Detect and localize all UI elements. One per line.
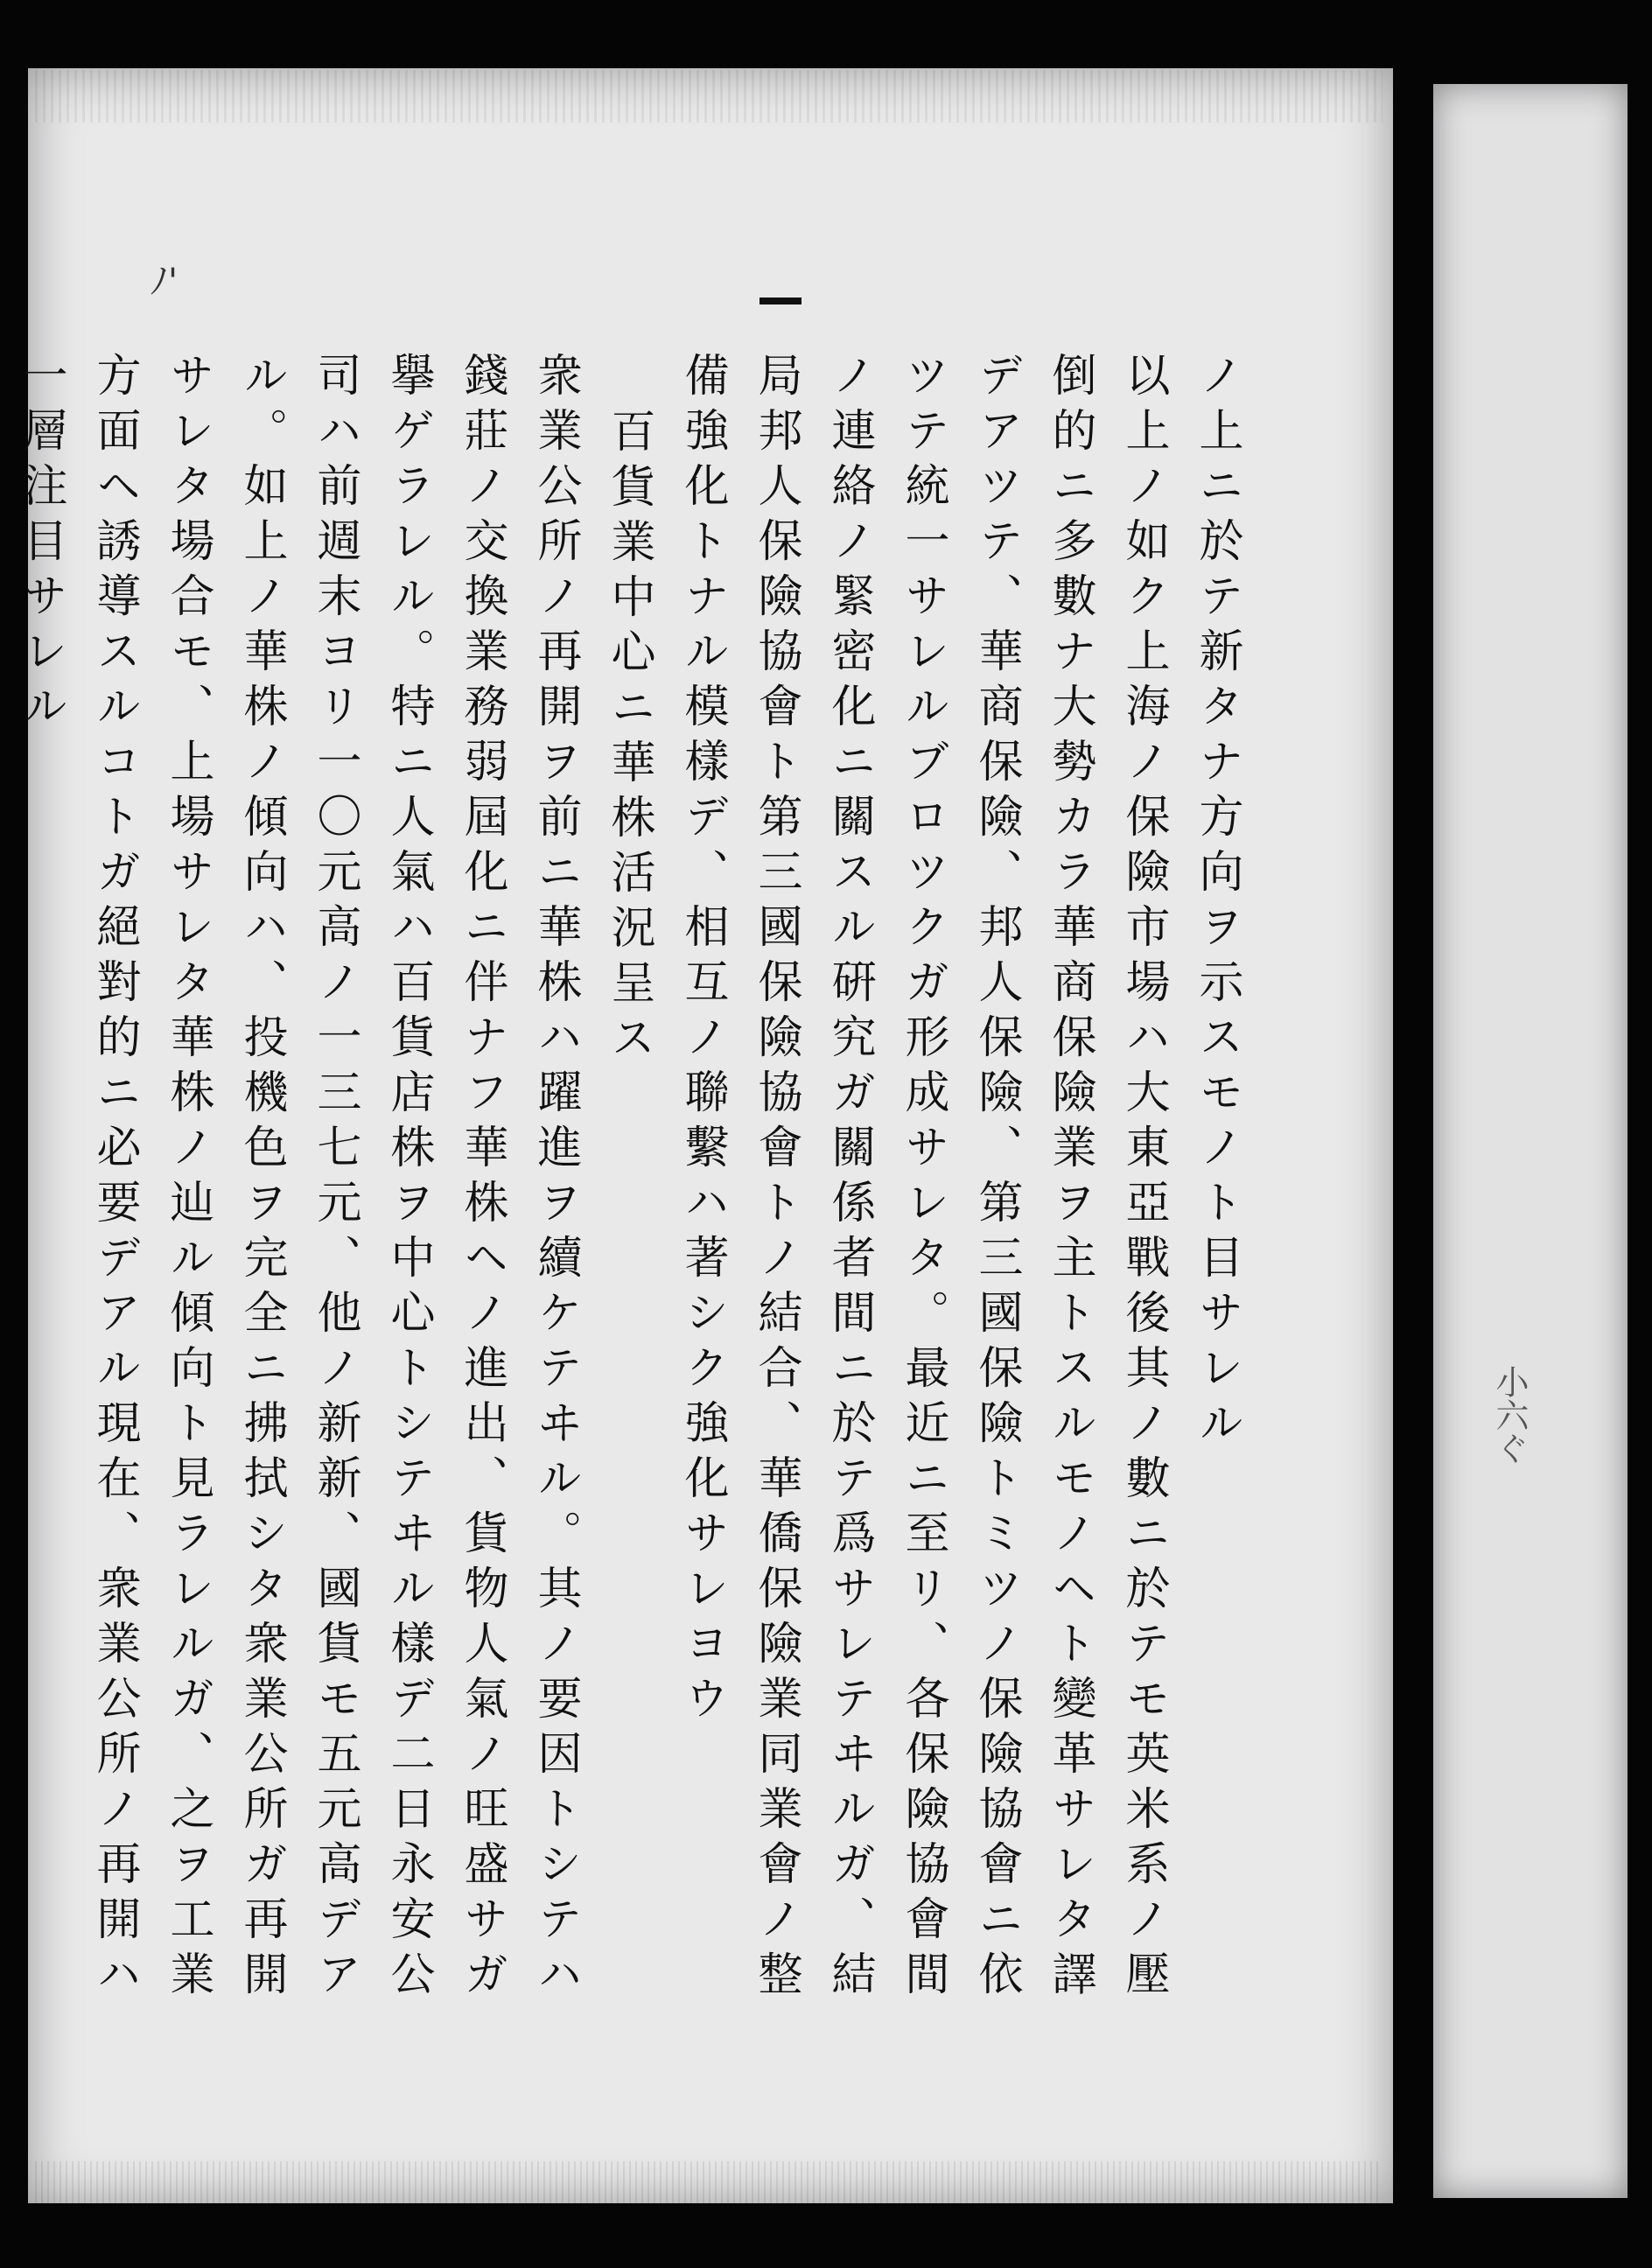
text-column: 方面ヘ誘導スルコトガ絕對的ニ必要デアル現在、衆業公所ノ再開ハ bbox=[88, 352, 140, 2006]
margin-scribble: ﾉ' bbox=[150, 262, 178, 302]
text-column: 一層注目サレル bbox=[15, 352, 66, 738]
text-column: 備強化トナル模樣デ、相互ノ聯繫ハ著シク強化サレヨウ bbox=[676, 352, 728, 1730]
facing-page-marks: 小六ぐ bbox=[1490, 1365, 1529, 1465]
text-column: サレタ場合モ、上場サレタ華株ノ辿ル傾向ト見ラレルガ、之ヲ工業 bbox=[162, 352, 214, 2006]
scan-noise-top bbox=[35, 70, 1382, 122]
text-column: ノ上ニ於テ新タナ方向ヲ示スモノト目サレル bbox=[1191, 352, 1242, 1454]
text-column: ノ連絡ノ緊密化ニ關スル硏究ガ關係者間ニ於テ爲サレテヰルガ、結 bbox=[823, 352, 875, 2006]
facing-page-edge bbox=[1433, 84, 1628, 2198]
text-column: 司ハ前週末ヨリ一〇元高ノ一三七元、他ノ新新、國貨モ五元高デア bbox=[309, 352, 360, 2006]
vertical-text-body bbox=[4, 352, 1253, 2067]
text-column: 擧ゲラレル。特ニ人氣ハ百貨店株ヲ中心トシテヰル樣デ二日永安公 bbox=[382, 352, 434, 2006]
text-column: ツテ統一サレルブロツクガ形成サレタ。最近ニ至リ、各保險協會間 bbox=[897, 352, 948, 2006]
text-column: 錢莊ノ交換業務弱屆化ニ伴ナフ華株ヘノ進出、貨物人氣ノ旺盛サガ bbox=[456, 352, 508, 2006]
text-column: 衆業公所ノ再開ヲ前ニ華株ハ躍進ヲ續ケテヰル。其ノ要因トシテハ bbox=[529, 352, 581, 2006]
text-column: 以上ノ如ク上海ノ保險市場ハ大東亞戰後其ノ數ニ於テモ英米系ノ壓 bbox=[1117, 352, 1169, 2006]
text-column: 局邦人保險協會ト第三國保險協會トノ結合、華僑保險業同業會ノ整 bbox=[750, 352, 802, 2006]
scan-noise-bottom bbox=[35, 2161, 1382, 2205]
text-column: ル。如上ノ華株ノ傾向ハ、投機色ヲ完全ニ拂拭シタ衆業公所ガ再開 bbox=[235, 352, 287, 2006]
text-column: 倒的ニ多數ナ大勢カラ華商保險業ヲ主トスルモノヘト變革サレタ譯 bbox=[1044, 352, 1096, 2006]
section-heading: 百貨業中心ニ華株活況呈ス bbox=[603, 408, 654, 1069]
text-column: デアツテ、華商保險、邦人保險、第三國保險トミツノ保險協會ニ依 bbox=[970, 352, 1022, 2006]
page-number-mark bbox=[760, 298, 802, 304]
